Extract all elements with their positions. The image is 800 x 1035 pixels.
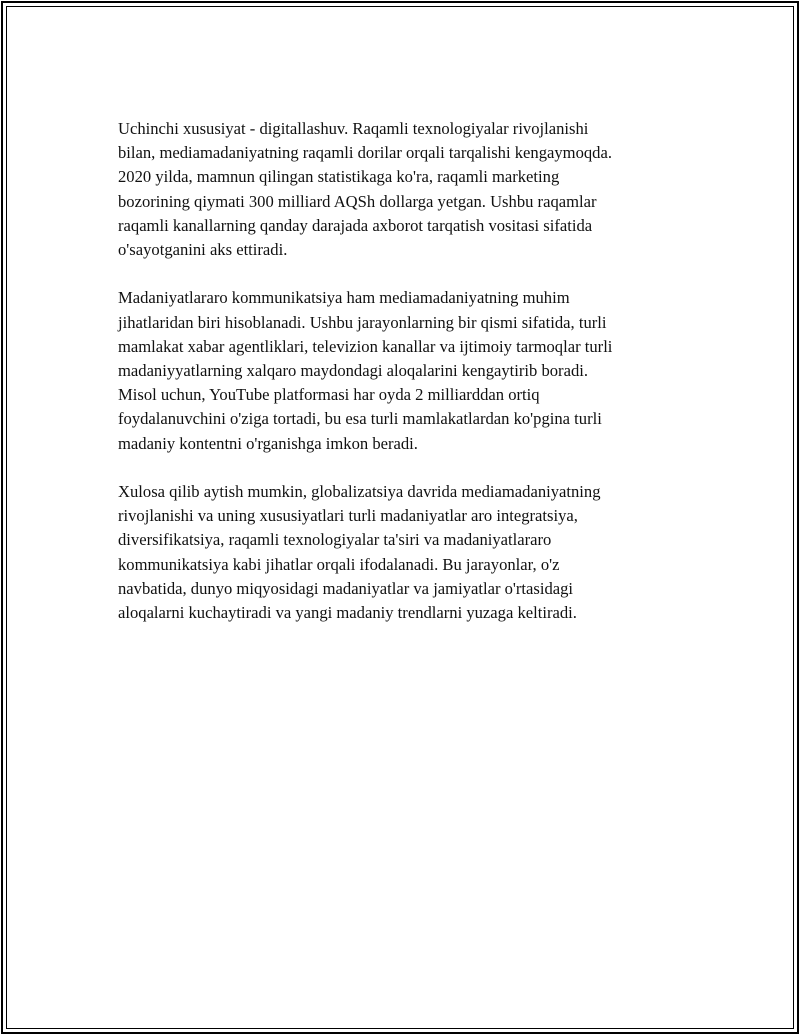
document-body xyxy=(118,117,678,649)
paragraph-digitalization: Uchinchi xususiyat - digitallashuv. Raqamli texnologiyalar rivojlanishi bilan, mediamadaniyatning raqamli dorilar orqali tarqalishi kengaymoqda. 2020 yilda, mamnun qilingan statistikaga ko'ra, raqamli marketing bozorining qiymati 300 milliard AQSh dollarga yetgan. Ushbu raqamlar raqamli kanallarning qanday darajada axborot tarqatish vositasi sifatida o'sayotganini aks ettiradi. xyxy=(118,119,612,260)
paragraph-conclusion: Xulosa qilib aytish mumkin, globalizatsiya davrida mediamadaniyatning rivojlanishi va uning xususiyatlari turli madaniyatlar aro integratsiya, diversifikatsiya, raqamli texnologiyalar ta'siri va madaniyatlararo kommunikatsiya kabi jihatlar orqali ifodalanadi. Bu jarayonlar, o'z navbatida, dunyo miqyosidagi madaniyatlar va jamiyatlar o'rtasidagi aloqalarni kuchaytiradi va yangi madaniy trendlarni yuzaga keltiradi. xyxy=(118,482,601,623)
paragraph-intercultural-communication: Madaniyatlararo kommunikatsiya ham mediamadaniyatning muhim jihatlaridan biri hisoblanadi. Ushbu jarayonlarning bir qismi sifatida, turli mamlakat xabar agentliklari, televizion kanallar va ijtimoiy tarmoqlar turli madaniyyatlarning xalqaro maydondagi aloqalarini kengaytirib boradi. Misol uchun, YouTube platformasi har oyda 2 milliarddan ortiq foydalanuvchini o'ziga tortadi, bu esa turli mamlakatlardan ko'pgina turli madaniy kontentni o'rganishga imkon beradi. xyxy=(118,288,613,453)
